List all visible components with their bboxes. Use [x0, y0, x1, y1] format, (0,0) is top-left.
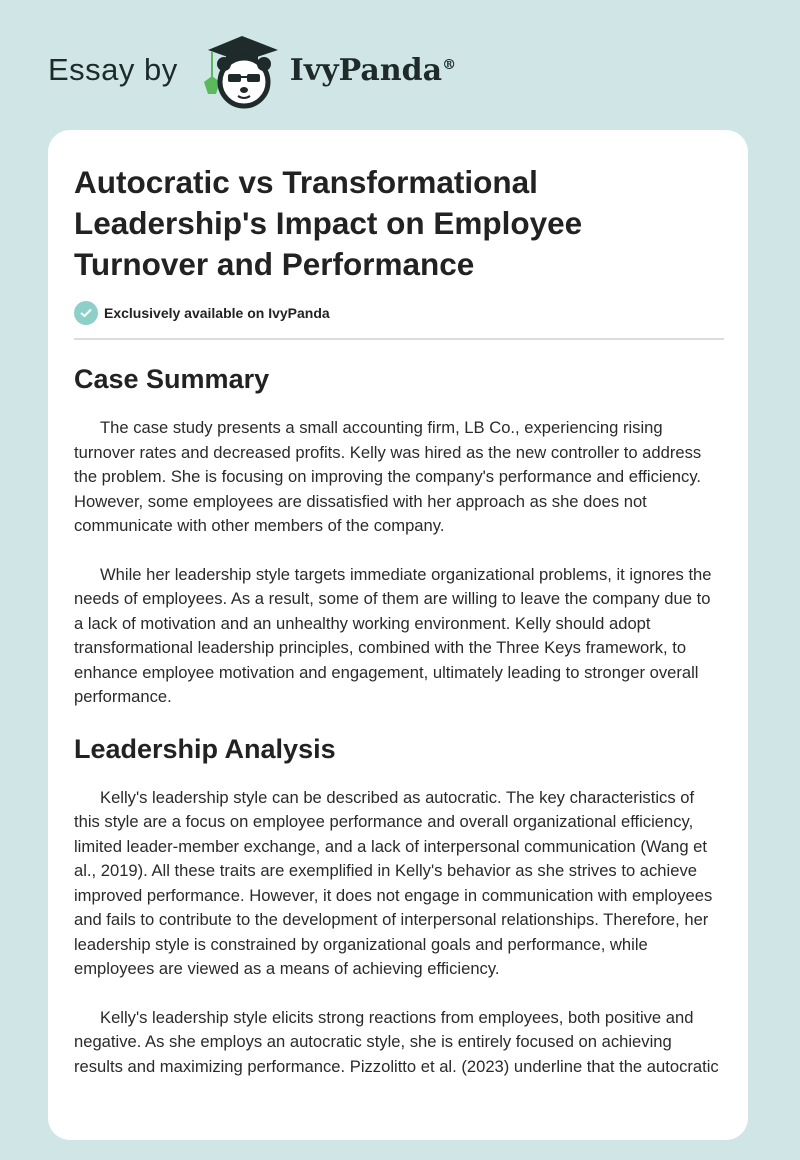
paragraph-line: improved performance. However, it does not engage in communication with employees	[74, 885, 713, 905]
paragraph-line: performance.	[74, 687, 172, 706]
paragraph-line: The case study presents a small accounting firm, LB Co., experiencing rising	[100, 418, 663, 437]
section-heading: Case Summary	[74, 364, 270, 394]
check-circle-icon	[74, 301, 98, 325]
paragraph-line: negative. As she employs an autocratic style, she is entirely focused on achieving	[74, 1032, 672, 1051]
section-heading: Leadership Analysis	[74, 733, 336, 764]
body-paragraph	[74, 1006, 724, 1080]
body-paragraph	[74, 563, 724, 710]
brand-name: IvyPanda®	[289, 52, 457, 88]
body-paragraph	[74, 786, 724, 982]
site-header-logo[interactable]	[48, 40, 456, 100]
divider	[74, 338, 724, 340]
paragraph-line: needs of employees. As a result, some of them are willing to leave the company due to	[74, 589, 711, 608]
paragraph-line: a lack of motivation and an unhealthy working environment. Kelly should adopt	[74, 613, 651, 633]
panda-logo-icon	[198, 30, 284, 110]
paragraph-line: communicate with other members of the company.	[74, 516, 445, 535]
body-paragraph	[74, 416, 724, 539]
exclusive-badge	[74, 301, 724, 325]
paragraph-line: While her leadership style targets immediate organizational problems, it ignores the	[100, 564, 712, 584]
paragraph-line: limited leader-member exchange, and a lack of interpersonal communication (Wang et	[74, 836, 708, 856]
paragraph-line: Kelly's leadership style elicits strong reactions from employees, both positive and	[100, 1007, 694, 1027]
paragraph-line: enhance employee motivation and engagement, ultimately leading to stronger overall	[74, 662, 699, 682]
paragraph-line: the problem. She is focusing on improving the company's performance and efficiency.	[74, 467, 701, 486]
paragraph-line: and fails to contribute to the development of interpersonal relationships. Therefore, her	[74, 910, 709, 929]
badge-text: Exclusively available on IvyPanda	[104, 305, 330, 321]
paragraph-line: al., 2019). All these traits are exemplified in Kelly's behavior as she strives to achieve	[74, 861, 697, 880]
paragraph-line: However, some employees are dissatisfied with her approach as she does not	[74, 491, 647, 511]
paragraph-line: employees are viewed as a means of achieving efficiency.	[74, 959, 500, 978]
article-card	[48, 130, 748, 1140]
essay-by-label: Essay by	[48, 52, 178, 87]
paragraph-line: Kelly's leadership style can be described as autocratic. The key characteristics of	[100, 787, 695, 807]
paragraph-line: turnover rates and decreased profits. Kelly was hired as the new controller to address	[74, 442, 702, 462]
paragraph-line: results and maximizing performance. Pizzolitto et al. (2023) underline that the autocratic	[74, 1056, 719, 1076]
paragraph-line: this style are a focus on employee performance and overall organizational efficiency,	[74, 812, 694, 831]
paragraph-line: transformational leadership principles, combined with the Three Keys framework, to	[74, 638, 687, 657]
article-title: Autocratic vs Transformational Leadership's Impact on Employee Turnover and Performance	[74, 164, 583, 282]
paragraph-line: leadership style is constrained by organizational goals and performance, while	[74, 934, 648, 954]
